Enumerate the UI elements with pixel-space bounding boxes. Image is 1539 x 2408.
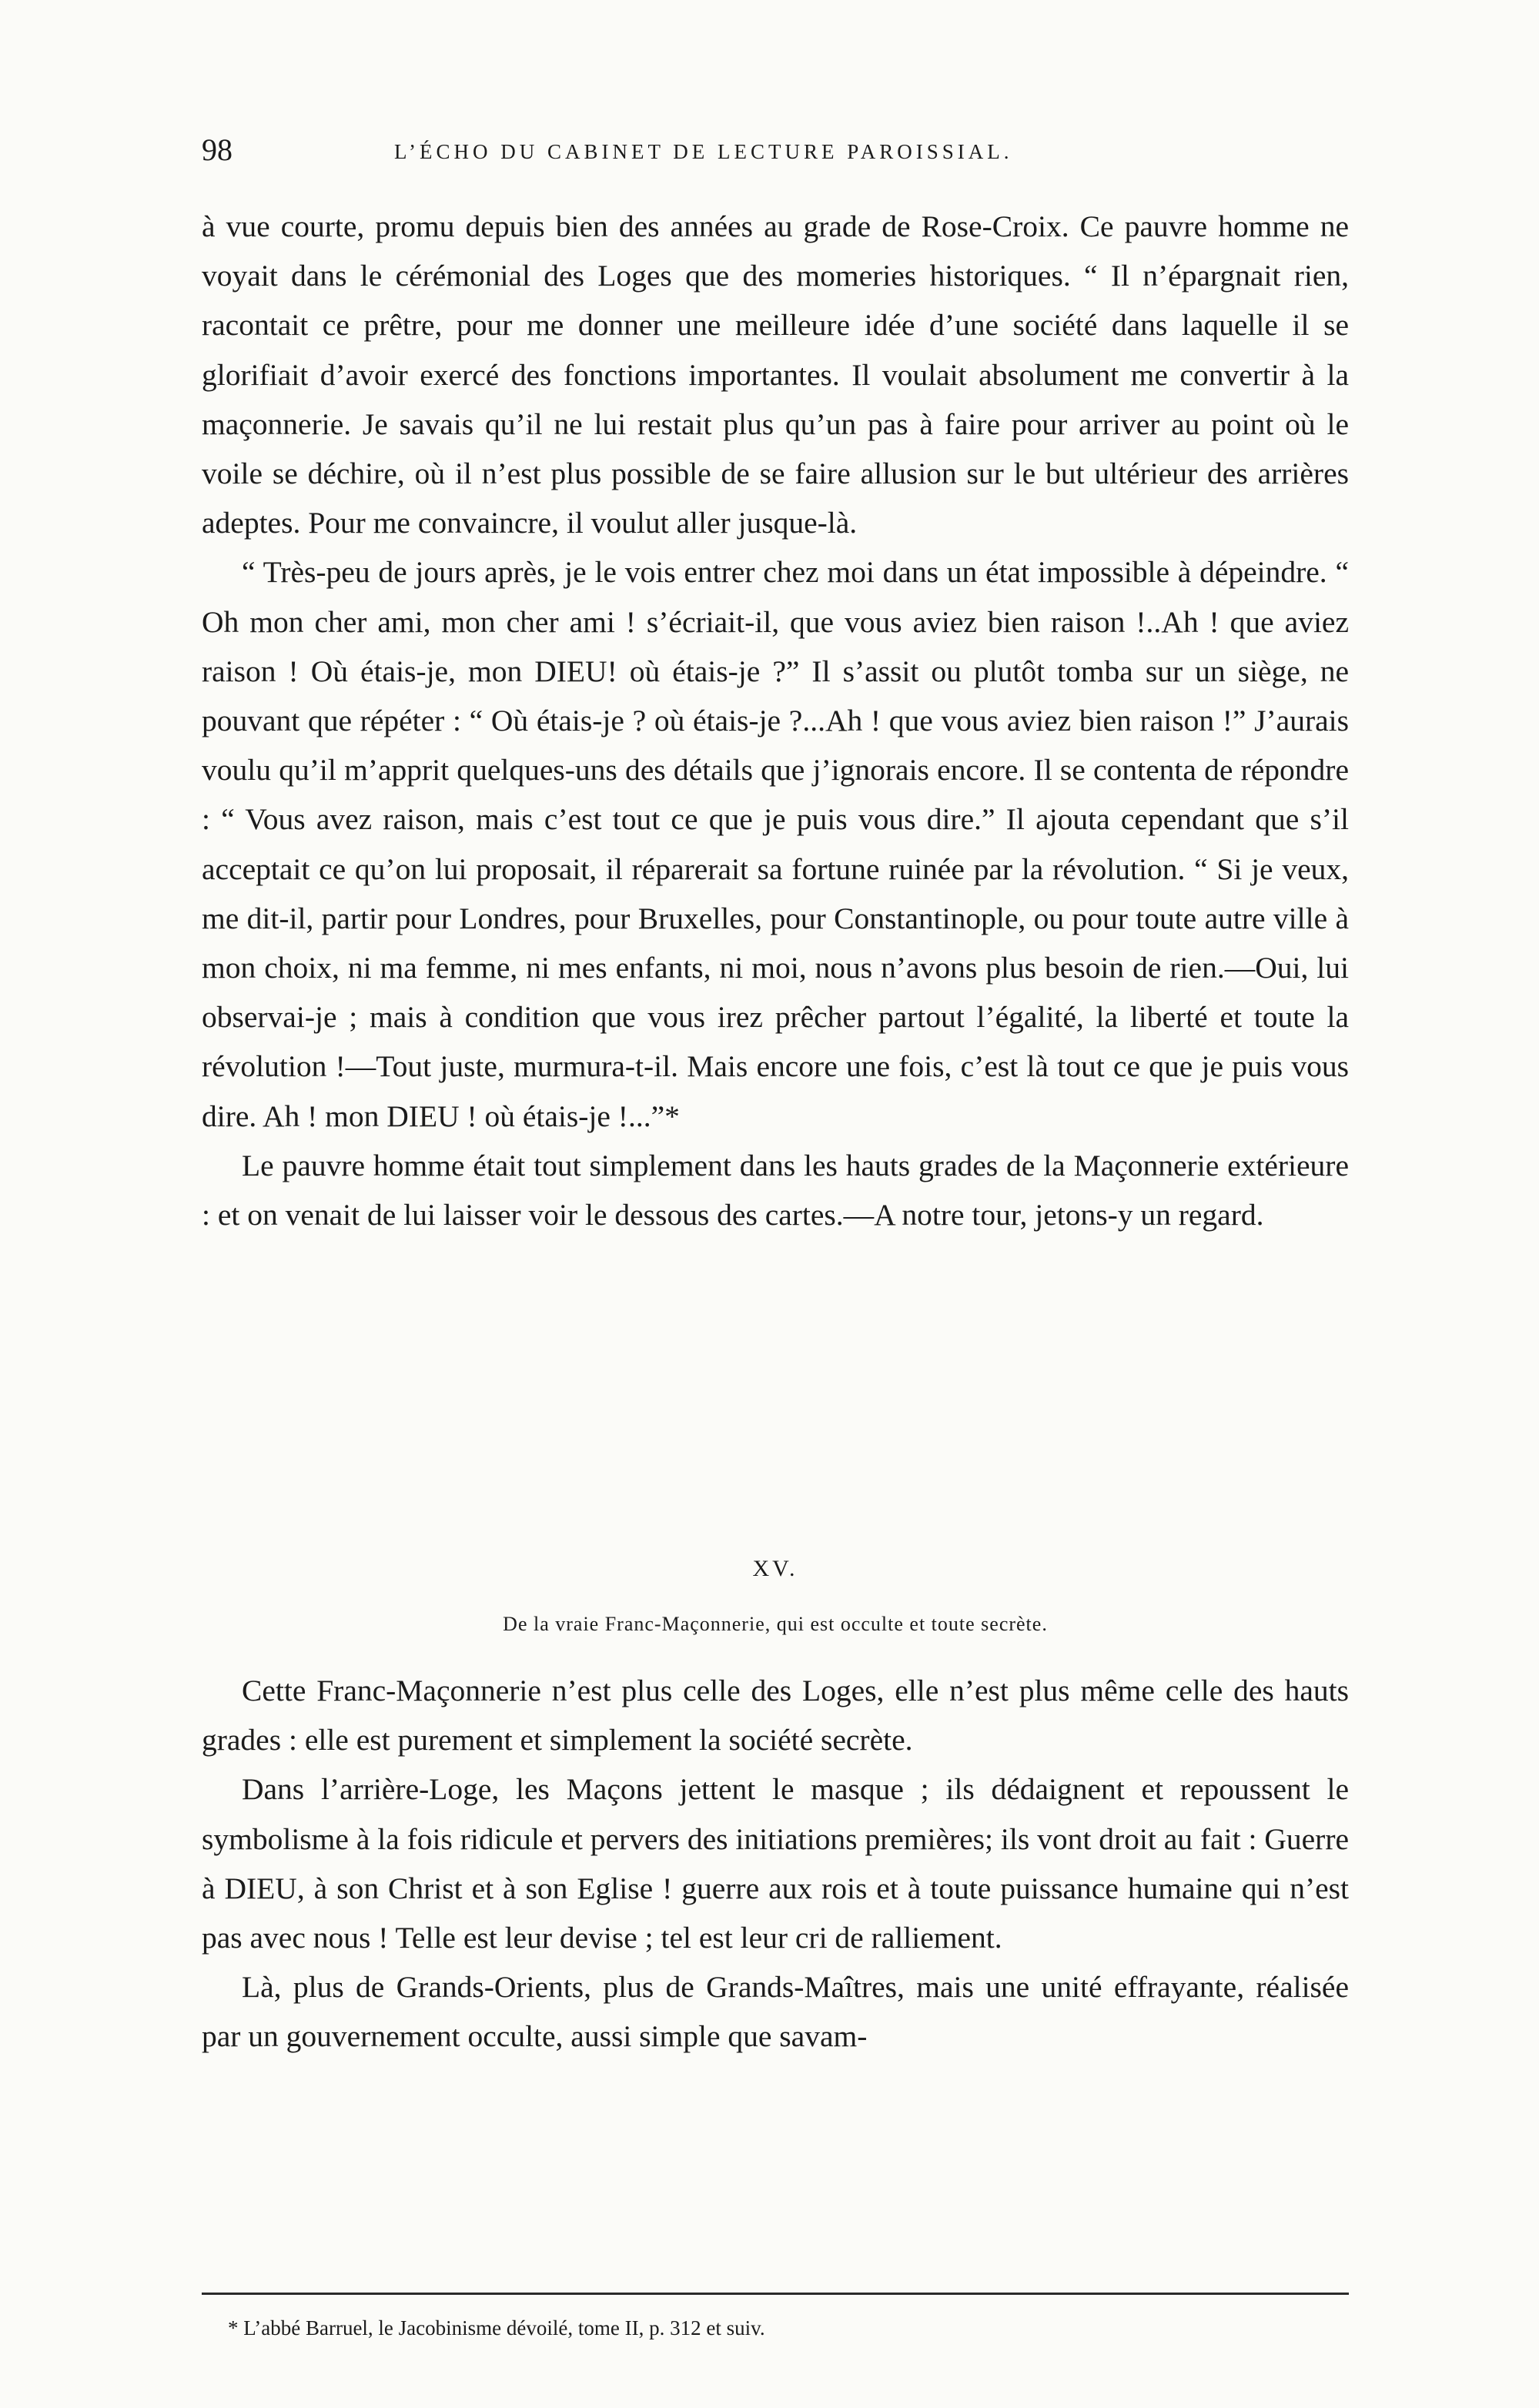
paragraph: “ Très-peu de jours après, je le vois entrer chez moi dans un état impossible à dépeindre. “ Oh mon cher ami, mon cher ami ! s’écriait-il, que vous aviez bien raison !..Ah ! que aviez raison ! Où étais-je, mon DIEU! où étais-je ?” Il s’assit ou plutôt tomba sur un siège, ne pouvant que répéter : “ Où étais-je ? où étais-je ?...Ah ! que vous aviez bien raison !” J’aurais voulu qu’il m’apprit quelques-uns des détails que j’ignorais encore. Il se contenta de répondre : “ Vous avez raison, mais c’est tout ce que je puis vous dire.” Il ajouta cependant que s’il acceptait ce qu’on lui proposait, il réparerait sa fortune ruinée par la révolution. “ Si je veux, me dit-il, partir pour Londres, pour Bruxelles, pour Constantinople, ou pour toute autre ville à mon choix, ni ma femme, ni mes enfants, ni moi, nous n’avons plus besoin de rien.—Oui, lui observai-je ; mais à condition que vous irez prêcher partout l’égalité, la liberté et toute la révolution !—Tout juste, murmura-t-il. Mais encore une fois, c’est là tout ce que je puis vous dire. Ah ! mon DIEU ! où étais-je !...”* xyxy=(202,555,1349,1133)
paragraph: Dans l’arrière-Loge, les Maçons jettent le masque ; ils dédaignent et repoussent le symbolisme à la fois ridicule et pervers des initiations premières; ils vont droit au fait : Guerre à DIEU, à son Christ et à son Eglise ! guerre aux rois et à toute puissance humaine qui n’est pas avec nous ! Telle est leur devise ; tel est leur cri de ralliement. xyxy=(202,1772,1349,1955)
section-number: XV. xyxy=(752,1556,798,1581)
section-title: De la vraie Franc-Maçonnerie, qui est occulte et toute secrète. xyxy=(503,1613,1048,1635)
page-header xyxy=(202,131,1349,177)
body-text xyxy=(202,202,1349,1239)
body-text-section-xv xyxy=(202,1666,1349,2062)
page-number: 98 xyxy=(202,132,233,167)
footnote: * L’abbé Barruel, le Jacobinisme dévoilé, tome II, p. 312 et suiv. xyxy=(228,2316,765,2339)
footnote-rule xyxy=(202,2293,1349,2295)
paragraph: Cette Franc-Maçonnerie n’est plus celle des Loges, elle n’est plus même celle des hauts grades : elle est purement et simplement la société secrète. xyxy=(202,1674,1349,1758)
paragraph: à vue courte, promu depuis bien des années au grade de Rose-Croix. Ce pauvre homme ne voyait dans le cérémonial des Loges que des momeries historiques. “ Il n’épargnait rien, racontait ce prêtre, pour me donner une meilleure idée d’une société dans laquelle il se glorifiait d’avoir exercé des fonctions importantes. Il voulait absolument me convertir à la maçonnerie. Je savais qu’il ne lui restait plus qu’un pas à faire pour arriver au point où le voile se déchire, où il n’est plus possible de se faire allusion sur le but ultérieur des arrières adeptes. Pour me convaincre, il voulut aller jusque-là. xyxy=(202,209,1349,540)
paragraph: Là, plus de Grands-Orients, plus de Grands-Maîtres, mais une unité effrayante, réalisée par un gouvernement occulte, aussi simple que savam- xyxy=(202,1970,1349,2054)
running-head: L’ÉCHO DU CABINET DE LECTURE PAROISSIAL. xyxy=(394,140,1013,163)
paragraph: Le pauvre homme était tout simplement dans les hauts grades de la Maçonnerie extérieure : et on venait de lui laisser voir le dessous des cartes.—A notre tour, jetons-y un regard. xyxy=(202,1148,1349,1232)
